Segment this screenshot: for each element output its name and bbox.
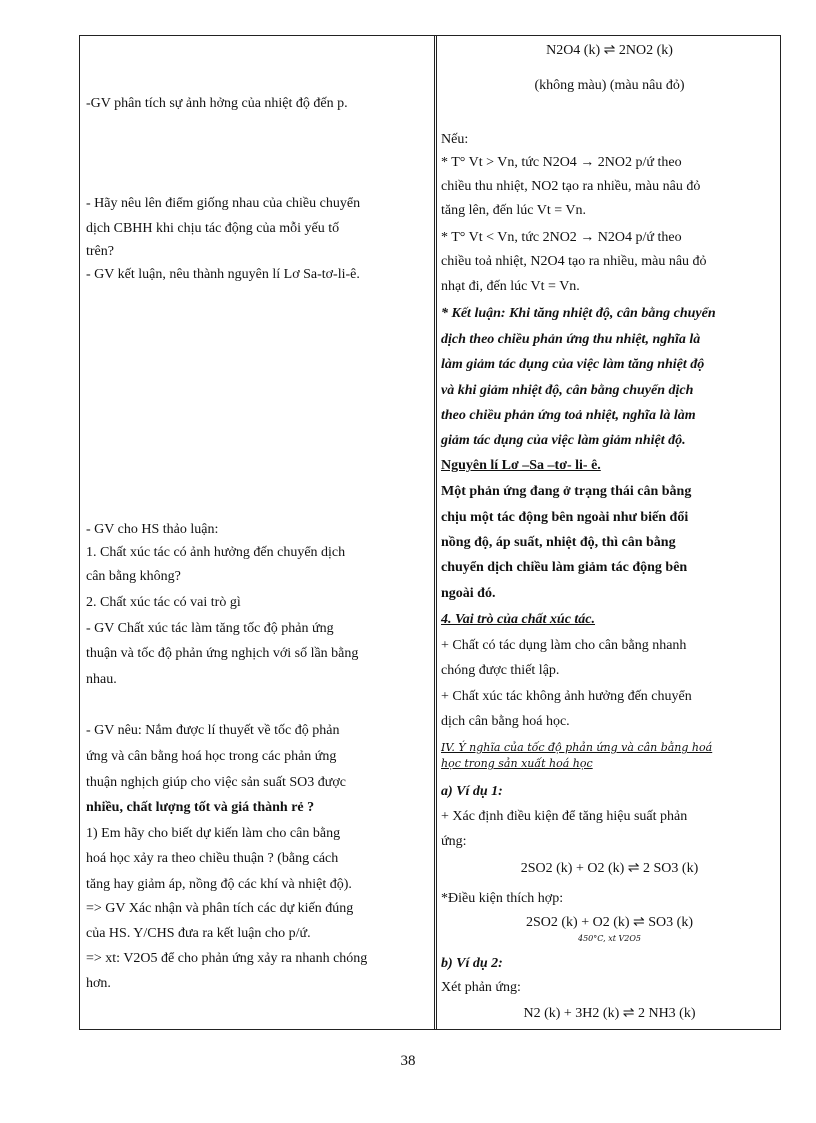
principle-line: chuyển dịch chiều làm giảm tác động bên <box>441 560 688 575</box>
equation-color-note: (không màu) (màu nâu đỏ) <box>534 78 685 93</box>
equation-so3: 2SO2 (k) + O2 (k) ⇌ 2 SO3 (k) <box>520 861 699 876</box>
catalyst-line: + Chất xúc tác không ảnh hưởng đến chuyển <box>441 689 692 704</box>
left-line: => GV Xác nhận và phân tích các dự kiến đúng <box>86 901 354 916</box>
equation-nh3: N2 (k) + 3H2 (k) ⇌ 2 NH3 (k) <box>523 1006 696 1021</box>
section-iv-heading: IV. Ý nghĩa của tốc độ phản ứng và cân bằng hoá <box>441 741 713 754</box>
left-line: 1) Em hãy cho biết dự kiến làm cho cân bằng <box>86 826 341 841</box>
left-line: 2. Chất xúc tác có vai trò gì <box>86 595 241 610</box>
right-line: Xét phản ứng: <box>441 980 521 995</box>
example-1-heading: a) Ví dụ 1: <box>441 784 503 799</box>
right-line: * T° Vt > Vn, tức N2O4 → 2NO2 p/ứ theo <box>441 155 682 170</box>
conclusion-line: theo chiều phản ứng toả nhiệt, nghĩa là làm <box>441 408 696 423</box>
conclusion-line: dịch theo chiều phản ứng thu nhiệt, nghĩa là <box>441 332 701 347</box>
left-line: -GV phân tích sự ảnh hởng của nhiệt độ đến p. <box>86 96 348 111</box>
left-line: thuận nghịch giúp cho việc sản suất SO3 được <box>86 775 346 790</box>
right-line: * T° Vt < Vn, tức 2NO2 → N2O4 p/ứ theo <box>441 230 682 245</box>
left-line: của HS. Y/CHS đưa ra kết luận cho p/ứ. <box>86 926 311 941</box>
left-line: 1. Chất xúc tác có ảnh hưởng đến chuyển dịch <box>86 545 346 560</box>
right-line: tăng lên, đến lúc Vt = Vn. <box>441 203 587 218</box>
teacher-activity-column <box>80 36 434 1029</box>
conclusion-line: làm giảm tác dụng của việc làm tăng nhiệt độ <box>441 357 705 372</box>
principle-heading: Nguyên lí Lơ –Sa –tơ- li- ê. <box>441 458 601 473</box>
left-line: trên? <box>86 244 114 259</box>
right-line: ứng: <box>441 834 467 849</box>
left-line: dịch CBHH khi chịu tác động của mỗi yếu tố <box>86 221 340 236</box>
right-line: *Điều kiện thích hợp: <box>441 891 564 906</box>
section-iv-heading-cont: học trong sản xuất hoá học <box>441 757 593 770</box>
catalyst-line: chóng được thiết lập. <box>441 663 560 678</box>
right-line: chiều thu nhiệt, NO2 tạo ra nhiều, màu nâu đỏ <box>441 179 701 194</box>
right-line: Nếu: <box>441 132 469 147</box>
left-line: nhau. <box>86 672 117 687</box>
conclusion-line: giảm tác dụng của việc làm giảm nhiệt độ. <box>441 433 686 448</box>
left-line: => xt: V2O5 để cho phản ứng xảy ra nhanh chóng <box>86 951 368 966</box>
left-line: ứng và cân bằng hoá học trong các phản ứng <box>86 749 337 764</box>
principle-line: ngoài đó. <box>441 586 496 601</box>
content-column <box>437 36 782 1029</box>
left-line: - GV kết luận, nêu thành nguyên lí Lơ Sa-tơ-li-ê. <box>86 267 360 282</box>
left-line: nhiều, chất lượng tốt và giá thành rẻ ? <box>86 800 315 815</box>
principle-line: chịu một tác động bên ngoài như biến đổi <box>441 510 689 525</box>
right-line: + Xác định điều kiện để tăng hiệu suất phản <box>441 809 688 824</box>
lesson-table <box>79 35 781 1030</box>
principle-line: nồng độ, áp suất, nhiệt độ, thì cân bằng <box>441 535 676 550</box>
catalyst-line: dịch cân bằng hoá học. <box>441 714 570 729</box>
left-line: - GV cho HS thảo luận: <box>86 522 219 537</box>
reaction-conditions: 450°C, xt V2O5 <box>578 934 641 943</box>
example-2-heading: b) Ví dụ 2: <box>441 956 503 971</box>
conclusion-line: * Kết luận: Khi tăng nhiệt độ, cân bằng chuyển <box>441 306 716 321</box>
right-line: nhạt đi, đến lúc Vt = Vn. <box>441 279 580 294</box>
page-number: 38 <box>400 1053 416 1069</box>
left-line: - GV Chất xúc tác làm tăng tốc độ phản ứng <box>86 621 334 636</box>
left-line: thuận và tốc độ phản ứng nghịch với số lần bằng <box>86 646 359 661</box>
equation-so3-conditions: 2SO2 (k) + O2 (k) ⇌ SO3 (k) <box>525 915 693 930</box>
right-line: chiều toả nhiệt, N2O4 tạo ra nhiều, màu nâu đỏ <box>441 254 707 269</box>
equation-n2o4: N2O4 (k) ⇌ 2NO2 (k) <box>546 43 673 58</box>
left-line: cân bằng không? <box>86 569 181 584</box>
conclusion-line: và khi giảm nhiệt độ, cân bằng chuyển dịch <box>441 383 694 398</box>
left-line: hơn. <box>86 976 111 991</box>
left-line: tăng hay giảm áp, nồng độ các khí và nhiệt độ). <box>86 877 352 892</box>
principle-line: Một phản ứng đang ở trạng thái cân bằng <box>441 484 692 499</box>
left-line: - GV nêu: Nắm được lí thuyết về tốc độ phản <box>86 723 340 738</box>
catalyst-heading: 4. Vai trò của chất xúc tác. <box>441 612 596 627</box>
left-line: - Hãy nêu lên điểm giống nhau của chiều chuyển <box>86 196 361 211</box>
left-line: hoá học xảy ra theo chiều thuận ? (bằng cách <box>86 851 339 866</box>
catalyst-line: + Chất có tác dụng làm cho cân bằng nhanh <box>441 638 687 653</box>
